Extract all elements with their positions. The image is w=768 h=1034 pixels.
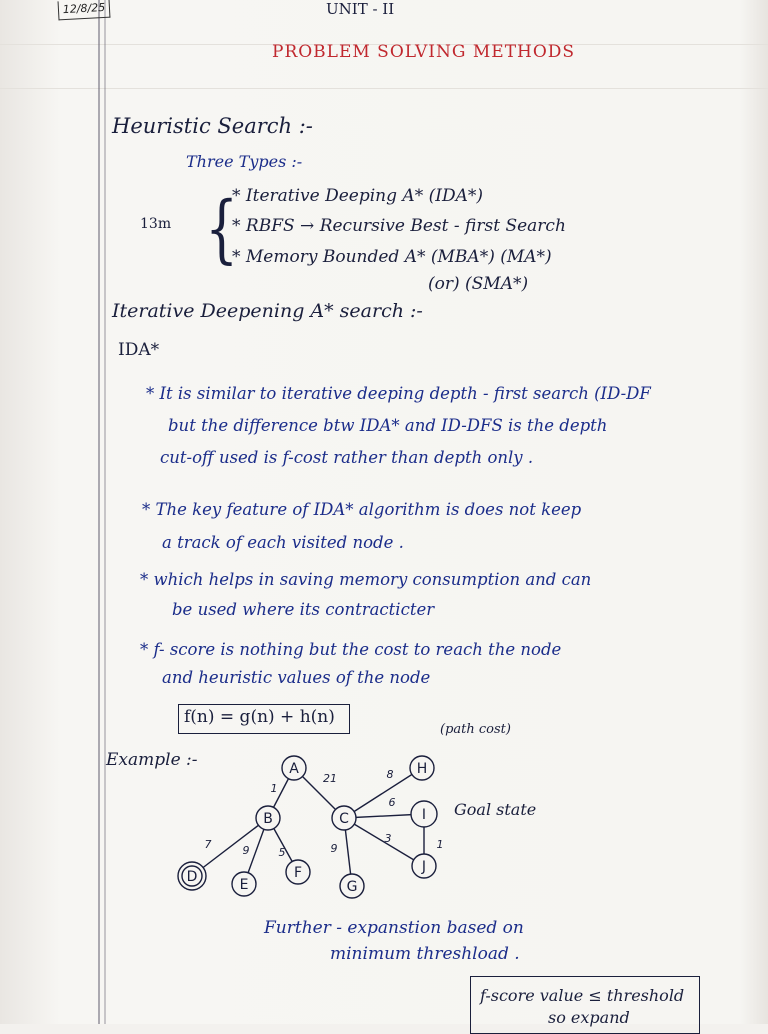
node-label: J bbox=[421, 859, 427, 875]
type-item-extra: (or) (SMA*) bbox=[428, 274, 529, 294]
node-label: B bbox=[263, 811, 273, 827]
edge-weight: 3 bbox=[384, 832, 392, 845]
date-tag: 12/8/25 bbox=[58, 0, 111, 20]
edge-weight: 9 bbox=[330, 842, 338, 855]
further-text: Further - expanstion based on bbox=[264, 918, 524, 938]
edge-weight: 6 bbox=[388, 796, 396, 809]
node-label: E bbox=[239, 877, 249, 893]
point-line: * which helps in saving memory consumption and can bbox=[140, 570, 592, 589]
point-line: cut-off used is f-cost rather than depth only . bbox=[160, 448, 534, 467]
point-line: a track of each visited node . bbox=[162, 533, 404, 552]
point-line: but the difference btw IDA* and ID-DFS is the depth bbox=[168, 416, 608, 435]
goal-state-label: Goal state bbox=[454, 800, 537, 819]
marks-label: 13m bbox=[140, 216, 172, 232]
unit-label: UNIT - II bbox=[326, 0, 395, 18]
type-item: * Iterative Deeping A* (IDA*) bbox=[232, 186, 483, 206]
edge-c-h bbox=[344, 768, 422, 818]
node-label: G bbox=[346, 879, 358, 895]
edge-weight: 21 bbox=[323, 772, 337, 785]
node-label: D bbox=[186, 869, 198, 885]
point-line: * The key feature of IDA* algorithm is does not keep bbox=[142, 500, 582, 519]
ida-heading: Iterative Deepening A* search :- bbox=[112, 300, 423, 322]
node-label: C bbox=[339, 811, 349, 827]
example-label: Example :- bbox=[106, 750, 198, 770]
further-text: minimum threshload . bbox=[330, 944, 520, 964]
edge-weight: 5 bbox=[278, 846, 286, 859]
edge-weight: 7 bbox=[204, 838, 212, 851]
ida-short: IDA* bbox=[118, 340, 160, 360]
condition-text: so expand bbox=[548, 1008, 630, 1027]
node-label: I bbox=[421, 807, 427, 823]
node-label: H bbox=[416, 761, 428, 777]
node-label: F bbox=[293, 865, 303, 881]
condition-text: f-score value ≤ threshold bbox=[480, 986, 685, 1005]
three-types-label: Three Types :- bbox=[186, 152, 303, 171]
edge-weight: 9 bbox=[242, 844, 250, 857]
page-title: PROBLEM SOLVING METHODS bbox=[272, 42, 576, 62]
point-line: be used where its contracticter bbox=[172, 600, 435, 619]
edge-weight: 1 bbox=[270, 782, 278, 795]
type-item: * RBFS → Recursive Best - first Search bbox=[232, 216, 566, 236]
point-line: * It is similar to iterative deeping depth - first search (ID-DF bbox=[146, 384, 651, 403]
node-label: A bbox=[289, 761, 299, 777]
path-cost-label: (path cost) bbox=[440, 722, 511, 737]
point-line: and heuristic values of the node bbox=[162, 668, 431, 687]
type-item: * Memory Bounded A* (MBA*) (MA*) bbox=[232, 247, 552, 267]
edge-weight: 8 bbox=[386, 768, 394, 781]
heuristic-heading: Heuristic Search :- bbox=[112, 114, 313, 138]
edge-weight: 1 bbox=[436, 838, 444, 851]
curly-brace: { bbox=[205, 186, 239, 272]
point-line: * f- score is nothing but the cost to reach the node bbox=[140, 640, 562, 659]
formula: f(n) = g(n) + h(n) bbox=[184, 707, 335, 727]
